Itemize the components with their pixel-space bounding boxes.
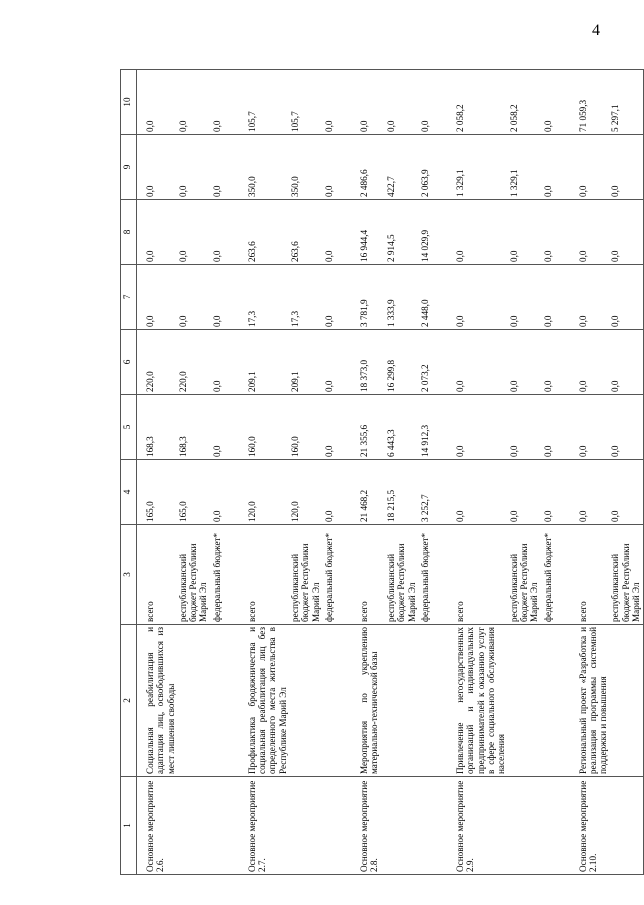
value-cell: 0,0 <box>177 200 211 265</box>
event-number-cell: Основное мероприятие 2.10. <box>570 777 610 875</box>
value-cell: 160,0 <box>289 395 323 460</box>
table-row <box>289 70 323 875</box>
event-number-cell <box>508 777 542 875</box>
value-cell: 2 073,2 <box>419 330 447 395</box>
value-cell: 0,0 <box>447 330 507 395</box>
value-cell: 0,0 <box>351 70 385 135</box>
table-row <box>570 70 610 875</box>
value-cell: 6 443,3 <box>385 395 419 460</box>
value-cell: 14 029,9 <box>419 200 447 265</box>
value-cell: 0,0 <box>137 265 177 330</box>
page-number: 4 <box>592 22 600 39</box>
source-cell: всего <box>570 525 610 625</box>
value-cell: 168,3 <box>137 395 177 460</box>
value-cell: 2 914,5 <box>385 200 419 265</box>
table-body <box>121 70 644 875</box>
value-cell: 16 299,8 <box>385 330 419 395</box>
value-cell: 0,0 <box>508 200 542 265</box>
value-cell: 0,0 <box>570 135 610 200</box>
value-cell: 0,0 <box>385 70 419 135</box>
event-title-cell <box>323 625 351 777</box>
value-cell: 0,0 <box>447 460 507 525</box>
value-cell: 1 329,1 <box>508 135 542 200</box>
rotated-table-frame <box>120 70 642 875</box>
event-number-cell: Основное мероприятие 2.9. <box>447 777 507 875</box>
value-cell: 2 063,9 <box>419 135 447 200</box>
value-cell: 5 297,1 <box>609 70 643 135</box>
event-number-cell <box>177 777 211 875</box>
value-cell: 18 215,5 <box>385 460 419 525</box>
table-row <box>508 70 542 875</box>
value-cell: 0,0 <box>323 135 351 200</box>
value-cell: 14 912,3 <box>419 395 447 460</box>
source-cell: республиканский бюджет Республики Марий Эл <box>609 525 643 625</box>
value-cell: 168,3 <box>177 395 211 460</box>
value-cell: 0,0 <box>609 330 643 395</box>
value-cell: 0,0 <box>323 460 351 525</box>
value-cell: 0,0 <box>542 135 570 200</box>
source-cell: всего <box>239 525 289 625</box>
value-cell: 0,0 <box>542 460 570 525</box>
table-row <box>385 70 419 875</box>
value-cell: 18 373,0 <box>351 330 385 395</box>
value-cell: 0,0 <box>508 460 542 525</box>
column-header: 5 <box>121 395 137 460</box>
value-cell: 17,3 <box>289 265 323 330</box>
value-cell: 0,0 <box>542 395 570 460</box>
source-cell: всего <box>351 525 385 625</box>
value-cell: 2 058,2 <box>447 70 507 135</box>
column-header: 1 <box>121 777 137 875</box>
value-cell: 0,0 <box>177 135 211 200</box>
column-header: 4 <box>121 460 137 525</box>
value-cell: 0,0 <box>570 460 610 525</box>
event-title-cell <box>289 625 323 777</box>
value-cell: 71 059,3 <box>570 70 610 135</box>
value-cell: 0,0 <box>137 135 177 200</box>
value-cell: 0,0 <box>447 395 507 460</box>
event-title-cell <box>419 625 447 777</box>
source-cell: республиканский бюджет Республики Марий Эл <box>289 525 323 625</box>
value-cell: 0,0 <box>323 330 351 395</box>
event-number-cell: Основное мероприятие 2.8. <box>351 777 385 875</box>
table-row <box>542 70 570 875</box>
value-cell: 0,0 <box>447 200 507 265</box>
value-cell: 0,0 <box>211 70 239 135</box>
source-cell: всего <box>137 525 177 625</box>
event-title-cell <box>177 625 211 777</box>
value-cell: 21 355,6 <box>351 395 385 460</box>
value-cell: 0,0 <box>609 135 643 200</box>
event-title-cell <box>508 625 542 777</box>
table-row <box>211 70 239 875</box>
event-title-cell <box>211 625 239 777</box>
source-cell: республиканский бюджет Республики Марий Эл <box>385 525 419 625</box>
value-cell: 21 468,2 <box>351 460 385 525</box>
value-cell: 0,0 <box>323 395 351 460</box>
value-cell: 0,0 <box>211 135 239 200</box>
table-row <box>177 70 211 875</box>
source-cell: федеральный бюджет* <box>542 525 570 625</box>
value-cell: 0,0 <box>570 200 610 265</box>
value-cell: 0,0 <box>177 70 211 135</box>
value-cell: 1 329,1 <box>447 135 507 200</box>
value-cell: 105,7 <box>289 70 323 135</box>
value-cell: 263,6 <box>239 200 289 265</box>
column-header: 6 <box>121 330 137 395</box>
value-cell: 0,0 <box>419 70 447 135</box>
value-cell: 0,0 <box>508 265 542 330</box>
table-row <box>447 70 507 875</box>
column-header: 9 <box>121 135 137 200</box>
value-cell: 0,0 <box>211 460 239 525</box>
source-cell: федеральный бюджет* <box>323 525 351 625</box>
value-cell: 209,1 <box>289 330 323 395</box>
source-cell: республиканский бюджет Республики Марий Эл <box>508 525 542 625</box>
value-cell: 16 944,4 <box>351 200 385 265</box>
event-number-cell <box>609 777 643 875</box>
value-cell: 0,0 <box>323 200 351 265</box>
value-cell: 0,0 <box>508 395 542 460</box>
value-cell: 350,0 <box>289 135 323 200</box>
value-cell: 105,7 <box>239 70 289 135</box>
event-number-cell: Основное мероприятие 2.7. <box>239 777 289 875</box>
value-cell: 0,0 <box>609 395 643 460</box>
value-cell: 3 781,9 <box>351 265 385 330</box>
value-cell: 160,0 <box>239 395 289 460</box>
header-row <box>121 70 137 875</box>
value-cell: 0,0 <box>211 330 239 395</box>
value-cell: 0,0 <box>323 265 351 330</box>
value-cell: 0,0 <box>542 265 570 330</box>
budget-table <box>120 69 644 875</box>
value-cell: 350,0 <box>239 135 289 200</box>
value-cell: 0,0 <box>570 395 610 460</box>
column-header: 3 <box>121 525 137 625</box>
value-cell: 0,0 <box>542 330 570 395</box>
event-number-cell <box>542 777 570 875</box>
value-cell: 0,0 <box>570 330 610 395</box>
value-cell: 2 486,6 <box>351 135 385 200</box>
value-cell: 0,0 <box>609 265 643 330</box>
value-cell: 0,0 <box>609 200 643 265</box>
event-title-cell: Мероприятия по укреплению материально-технической базы <box>351 625 385 777</box>
value-cell: 0,0 <box>211 200 239 265</box>
value-cell: 0,0 <box>508 330 542 395</box>
value-cell: 220,0 <box>137 330 177 395</box>
value-cell: 120,0 <box>289 460 323 525</box>
event-title-cell: Привлечение негосударственных организаций и индивидуальных предпринимателей к оказанию услуг в сфере социального обслуживания населения <box>447 625 507 777</box>
event-number-cell <box>289 777 323 875</box>
event-number-cell <box>211 777 239 875</box>
value-cell: 165,0 <box>137 460 177 525</box>
event-title-cell <box>542 625 570 777</box>
value-cell: 0,0 <box>447 265 507 330</box>
source-cell: республиканский бюджет Республики Марий Эл <box>177 525 211 625</box>
value-cell: 2 058,2 <box>508 70 542 135</box>
table-row <box>419 70 447 875</box>
value-cell: 0,0 <box>177 265 211 330</box>
value-cell: 422,7 <box>385 135 419 200</box>
value-cell: 0,0 <box>609 460 643 525</box>
table-row <box>137 70 177 875</box>
value-cell: 2 448,0 <box>419 265 447 330</box>
value-cell: 0,0 <box>137 70 177 135</box>
event-number-cell: Основное мероприятие 2.6. <box>137 777 177 875</box>
table-row <box>351 70 385 875</box>
event-number-cell <box>419 777 447 875</box>
column-header: 8 <box>121 200 137 265</box>
column-header: 7 <box>121 265 137 330</box>
event-title-cell: Социальная реабилитация и адаптация лиц, освободившихся из мест лишения свободы <box>137 625 177 777</box>
column-header: 10 <box>121 70 137 135</box>
value-cell: 17,3 <box>239 265 289 330</box>
value-cell: 263,6 <box>289 200 323 265</box>
event-title-cell: Региональный проект «Разработка и реализация программы системной поддержки и повышения <box>570 625 610 777</box>
source-cell: всего <box>447 525 507 625</box>
value-cell: 0,0 <box>211 395 239 460</box>
event-number-cell <box>323 777 351 875</box>
source-cell: федеральный бюджет* <box>211 525 239 625</box>
value-cell: 120,0 <box>239 460 289 525</box>
value-cell: 0,0 <box>542 200 570 265</box>
value-cell: 220,0 <box>177 330 211 395</box>
column-header: 2 <box>121 625 137 777</box>
event-title-cell <box>609 625 643 777</box>
event-title-cell: Профилактика бродяжничества и социальная реабилитация лиц без определенного места жительства в Республике Марий Эл <box>239 625 289 777</box>
value-cell: 3 252,7 <box>419 460 447 525</box>
value-cell: 209,1 <box>239 330 289 395</box>
value-cell: 0,0 <box>211 265 239 330</box>
value-cell: 1 333,9 <box>385 265 419 330</box>
event-title-cell <box>385 625 419 777</box>
table-row <box>609 70 643 875</box>
value-cell: 0,0 <box>323 70 351 135</box>
value-cell: 165,0 <box>177 460 211 525</box>
value-cell: 0,0 <box>137 200 177 265</box>
table-row <box>323 70 351 875</box>
event-number-cell <box>385 777 419 875</box>
value-cell: 0,0 <box>570 265 610 330</box>
value-cell: 0,0 <box>542 70 570 135</box>
table-row <box>239 70 289 875</box>
source-cell: федеральный бюджет* <box>419 525 447 625</box>
